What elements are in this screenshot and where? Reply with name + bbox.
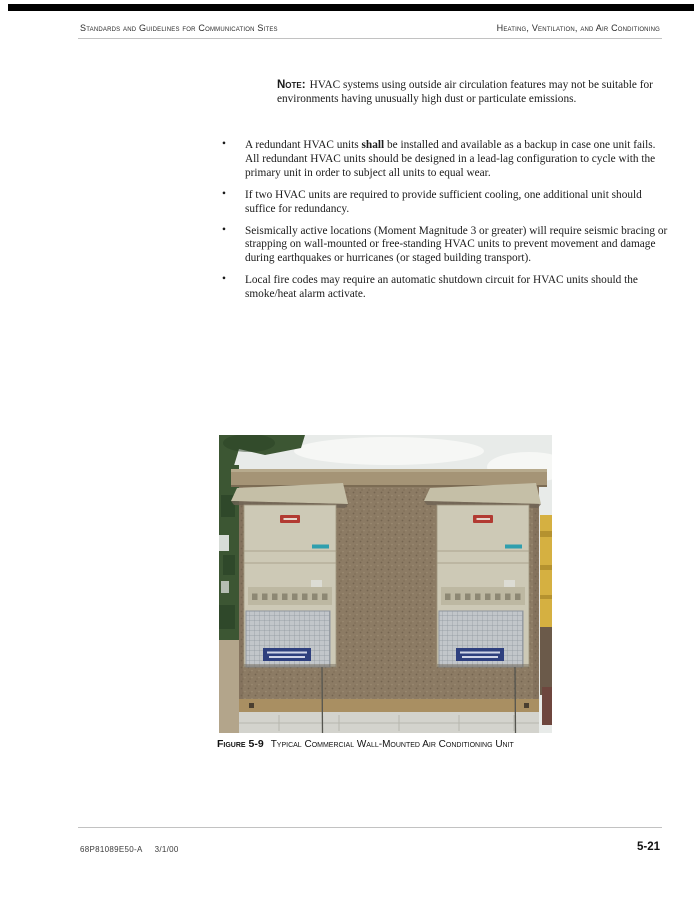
figure-caption xyxy=(217,738,514,750)
page-header xyxy=(80,23,660,33)
footer-doc-info xyxy=(80,845,179,854)
bullet-text xyxy=(245,274,638,300)
note-label: Note: xyxy=(277,79,306,91)
bullet-text xyxy=(245,139,655,179)
figure-photo xyxy=(219,435,552,733)
footer-rule xyxy=(78,827,662,828)
base-trim xyxy=(239,699,539,712)
bullet-marker: • xyxy=(222,223,226,236)
hvac-photo xyxy=(219,435,552,733)
bullet-text xyxy=(245,189,642,215)
bullet-marker: • xyxy=(222,273,226,286)
bullet-text-pre: Local fire codes may require an automatic shutdown circuit for HVAC units should the smoke/heat alarm activate. xyxy=(245,274,638,301)
header-rule xyxy=(78,38,662,39)
revision-date: 3/1/00 xyxy=(154,845,179,854)
figure-label: Figure 5-9 xyxy=(217,738,264,750)
bullet-marker: • xyxy=(222,187,226,200)
list-item xyxy=(219,274,669,302)
bullet-text-bold: shall xyxy=(361,139,385,151)
bullet-text-post: be installed and available as a backup in case one unit fails. All redundant HVAC units should be designed in a lead-lag configuration to cycle with the primary unit in order to subject all units to equal wear. xyxy=(245,139,656,179)
cloud xyxy=(294,437,484,465)
document-number: 68P81089E50-A xyxy=(80,845,143,854)
header-left-title: Standards and Guidelines for Communication Sites xyxy=(80,23,278,33)
list-item xyxy=(219,225,669,267)
scan-artifact-bar xyxy=(8,4,694,11)
dirt-ground xyxy=(219,640,239,733)
page-number: 5-21 xyxy=(636,841,660,853)
bullet-text-pre: A redundant HVAC units xyxy=(245,139,362,151)
note-paragraph xyxy=(277,78,657,106)
bullet-text-pre: If two HVAC units are required to provide sufficient cooling, one additional unit should suffice for redundancy. xyxy=(245,188,642,215)
note-text: HVAC systems using outside air circulation features may not be suitable for environments having unusually high dust or particulate emissions. xyxy=(277,79,653,105)
anchor-bolt xyxy=(249,703,254,708)
header-right-title: Heating, Ventilation, and Air Conditioning xyxy=(496,23,660,33)
figure-caption-text: Typical Commercial Wall-Mounted Air Conditioning Unit xyxy=(270,739,514,750)
list-item xyxy=(219,189,669,217)
bullet-list xyxy=(219,139,671,310)
bullet-text xyxy=(245,225,667,265)
background-equipment xyxy=(540,515,552,725)
anchor-bolt xyxy=(524,703,529,708)
bullet-text-pre: Seismically active locations (Moment Magnitude 3 or greater) will require seismic bracing or strapping on wall-mounted or free-standing HVAC units to prevent movement and damage during earthquakes or hurricanes (or staged building transport). xyxy=(245,224,668,265)
bullet-marker: • xyxy=(222,138,226,150)
list-item xyxy=(219,139,669,181)
